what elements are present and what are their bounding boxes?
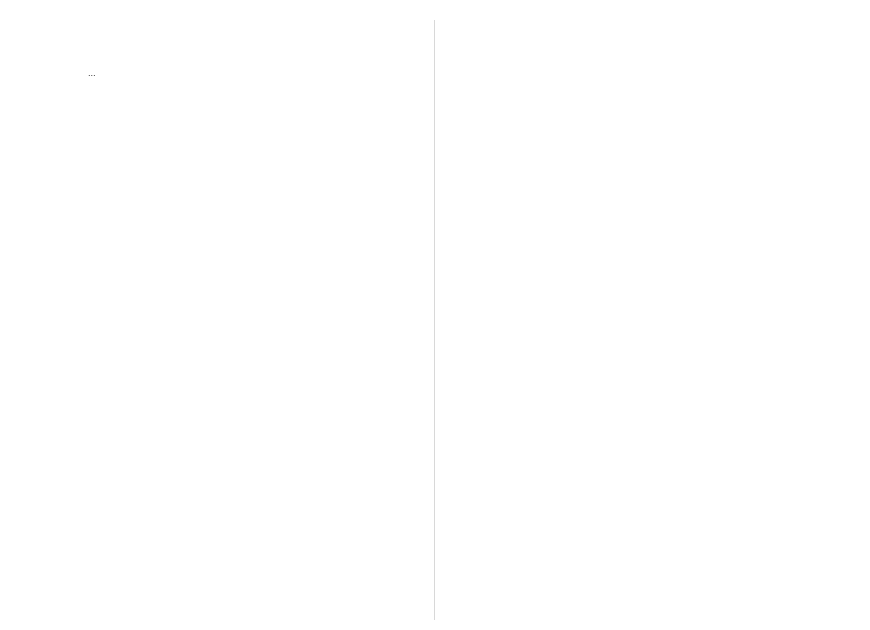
q29-options-row2: …: [88, 68, 96, 78]
